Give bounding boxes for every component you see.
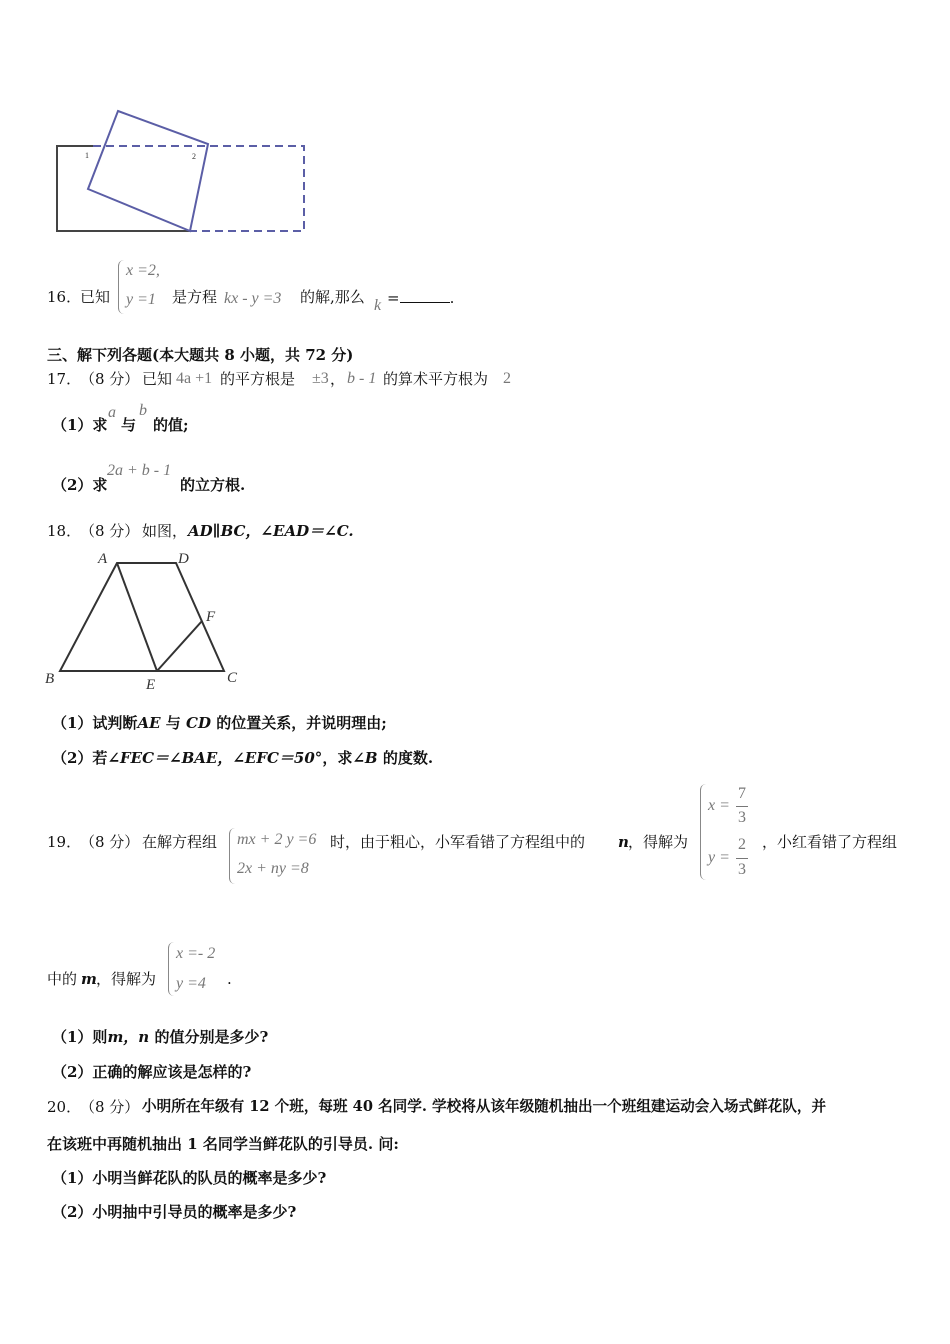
- q20-sub2: （2）小明抽中引导员的概率是多少?: [52, 1203, 297, 1221]
- q18-sub1-end: 的位置关系，并说明理由;: [216, 714, 387, 732]
- q18-number: 18．: [47, 522, 82, 540]
- q17-sub2-expr: 2a + b - 1: [107, 462, 172, 479]
- q17-sub1-a: a: [108, 404, 116, 421]
- q17-sub1-label: （1）求: [52, 416, 108, 434]
- q19-sub1-end: 的值分别是多少?: [154, 1028, 269, 1046]
- q17-expr3: b - 1: [347, 370, 377, 387]
- trapezoid-figure: [40, 548, 250, 693]
- q18-sub1-label: （1）试判断: [52, 714, 138, 732]
- section-3-title: 三、解下列各题(本大题共 8 小题，共 72 分): [47, 346, 354, 364]
- q17-sub2-end: 的立方根.: [180, 476, 246, 494]
- q19-text-e: 中的: [47, 970, 78, 988]
- q19-var-n: n: [618, 833, 629, 851]
- q17-text-b: 的平方根是: [220, 370, 296, 388]
- q20-line2: 在该班中再随机抽出 1 名同学当鲜花队的引导员. 问:: [47, 1135, 399, 1153]
- q19-sol1-brace: [700, 784, 707, 880]
- segment-ef: [157, 621, 202, 671]
- q18-sub1-cd: CD: [186, 714, 211, 732]
- q18-sub2-cond: ∠FEC＝∠BAE，∠EFC＝50°: [107, 749, 323, 767]
- q19-sub1: [52, 1028, 268, 1046]
- base-rect-solid-edge: [57, 146, 190, 231]
- q20-line1: 小明所在年级有 12 个班，每班 40 名同学. 学校将从该年级随机抽出一个班组建运动会入场式鲜花队，并: [142, 1098, 827, 1115]
- q20-points: （8 分）: [80, 1098, 140, 1116]
- q19-sol1-y: y =: [708, 849, 730, 866]
- q16-middle: 是方程: [172, 288, 218, 306]
- q17-points: （8 分）: [80, 370, 140, 388]
- q18-text: 如图，: [142, 522, 188, 540]
- angle-label-2: 2: [192, 152, 196, 161]
- q17-sep: ，: [330, 370, 346, 388]
- q17-sub1-b: b: [139, 402, 147, 419]
- q19-sub2: （2）正确的解应该是怎样的?: [52, 1063, 252, 1081]
- q19-number: 19．: [47, 833, 82, 851]
- q17-sub1-end: 的值;: [153, 416, 189, 434]
- q18-sub2: [52, 749, 433, 767]
- q16-eq-sign: =: [387, 289, 400, 307]
- q18-sub2-angle: ∠B: [352, 749, 378, 767]
- q17-expr1: 4a +1: [176, 370, 213, 387]
- q17-expr4: 2: [503, 370, 511, 387]
- q16-number: 16．: [47, 288, 82, 306]
- q19-sol1-x: x =: [708, 797, 730, 814]
- q17-number: 17．: [47, 370, 82, 388]
- q19-sys1-brace: [229, 828, 236, 884]
- q19-sol1-x-num: 7: [738, 785, 746, 802]
- q18-points: （8 分）: [80, 522, 140, 540]
- q18-condition: AD∥BC，∠EAD＝∠C.: [188, 522, 354, 540]
- q19-sol1-y-num: 2: [738, 836, 746, 853]
- q19-text-d: ，小红看错了方程组: [762, 833, 898, 851]
- q19-text-f: ，得解为: [96, 970, 157, 988]
- q19-text-c: ，得解为: [628, 833, 689, 851]
- q18-sub2-mid: ，求: [322, 749, 353, 767]
- segment-ae: [117, 563, 157, 671]
- q16-equation: kx - y =3: [224, 290, 282, 307]
- q17-sub2-label: （2）求: [52, 476, 108, 494]
- q19-sol1-y-bar: [736, 858, 748, 859]
- q16-brace: [118, 260, 125, 314]
- q19-sol2-line2: y =4: [176, 975, 206, 992]
- label-d: D: [178, 551, 189, 567]
- trapezoid-abcd: [60, 563, 224, 671]
- q19-text-b: 时，由于粗心，小军看错了方程组中的: [330, 833, 586, 851]
- q20-number: 20．: [47, 1098, 82, 1116]
- q16-end: .: [449, 289, 455, 307]
- label-f: F: [206, 609, 216, 625]
- angle-label-1: 1: [85, 151, 89, 160]
- q19-sol1-x-den: 3: [738, 809, 746, 826]
- q19-sys1-line2: 2x + ny =8: [237, 860, 309, 877]
- q19-var-m: m: [81, 970, 97, 988]
- q19-sol1-x-bar: [736, 806, 748, 807]
- q19-sol2-brace: [168, 942, 175, 996]
- q19-sol2-line1: x =- 2: [176, 945, 216, 962]
- q16-var-k: k: [374, 297, 382, 314]
- q18-sub1: [52, 714, 387, 732]
- label-c: C: [227, 670, 238, 686]
- q19-sub1-label: （1）则: [52, 1028, 108, 1046]
- q16-sys-line2: y =1: [126, 291, 156, 308]
- label-e: E: [146, 677, 156, 693]
- q18-sub1-and: 与: [165, 714, 181, 732]
- q20-sub1: （1）小明当鲜花队的队员的概率是多少?: [52, 1169, 327, 1187]
- label-a: A: [98, 551, 108, 567]
- q19-text-a: 在解方程组: [142, 833, 218, 851]
- q17-sub1-and: 与: [121, 416, 137, 434]
- q17-expr2: ±3: [312, 370, 329, 387]
- q19-sol1-y-den: 3: [738, 861, 746, 878]
- q16-prefix: 已知: [80, 288, 111, 306]
- q16-suffix: 的解,那么: [300, 288, 365, 306]
- q18-sub1-ae: AE: [137, 714, 161, 732]
- q19-points: （8 分）: [80, 833, 140, 851]
- q18-sub2-label: （2）若: [52, 749, 108, 767]
- q19-end: .: [227, 970, 232, 988]
- q19-sys1-line1: mx + 2 y =6: [237, 831, 317, 848]
- q18-sub2-end: 的度数.: [382, 749, 434, 767]
- q16-sys-line1: x =2,: [126, 262, 160, 279]
- label-b: B: [45, 671, 55, 687]
- q17-text-a: 已知: [142, 370, 173, 388]
- q19-sub1-vars: m，n: [107, 1028, 150, 1046]
- q16-answer-blank[interactable]: [400, 288, 450, 303]
- folded-rectangle-figure: [50, 105, 315, 240]
- q17-text-c: 的算术平方根为: [383, 370, 489, 388]
- rotated-rectangle: [88, 111, 208, 231]
